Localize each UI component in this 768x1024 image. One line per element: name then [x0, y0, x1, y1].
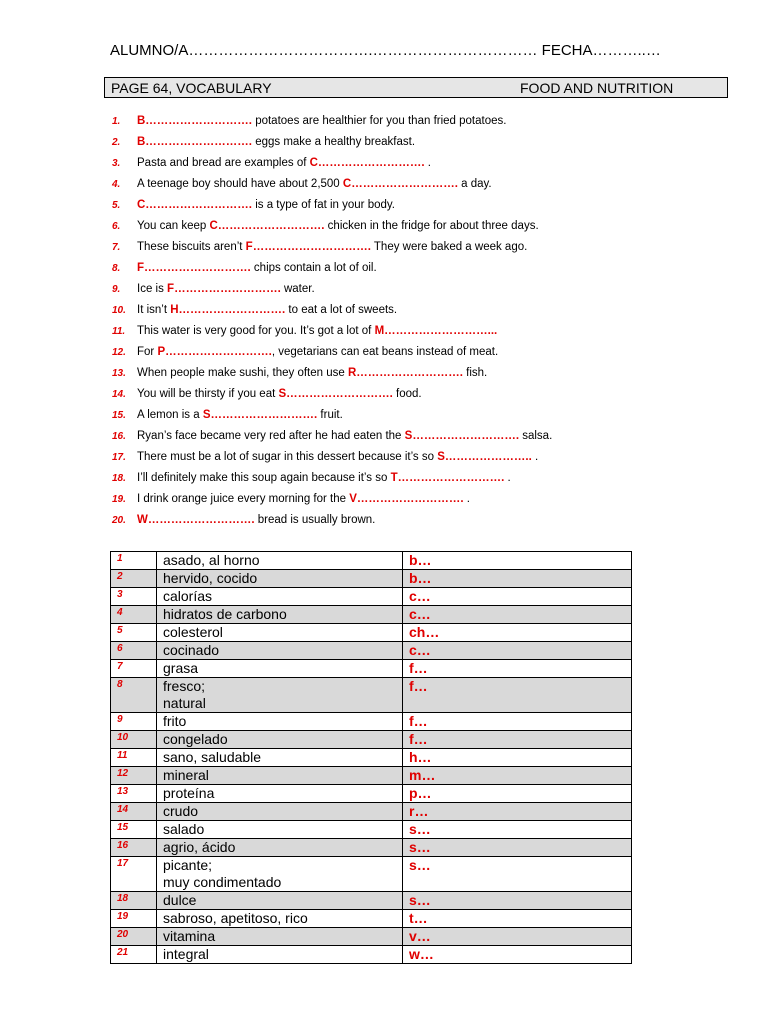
vocabulary-table — [110, 551, 632, 964]
english-hint: b… — [403, 570, 632, 588]
english-hint: c… — [403, 642, 632, 660]
row-number: 19 — [111, 910, 157, 928]
exercise-hint: B………………………. — [137, 115, 252, 127]
exercise-text-before: You can keep — [137, 220, 210, 232]
spanish-term: crudo — [157, 803, 403, 821]
exercise-hint: S………………………. — [202, 409, 318, 421]
table-row — [111, 910, 632, 928]
row-number: 6 — [111, 642, 157, 660]
spanish-term: mineral — [157, 767, 403, 785]
exercise-number: 11. — [112, 326, 126, 337]
english-hint: t… — [403, 910, 632, 928]
exercise-text-after: to eat a lot of sweets. — [285, 304, 398, 316]
exercise-text-after: . — [463, 493, 470, 505]
exercise-item — [112, 174, 732, 195]
exercise-hint: R………………………. — [347, 367, 463, 379]
spanish-term: sano, saludable — [157, 749, 403, 767]
exercise-text-before: I’ll definitely make this soup again because it’s so — [137, 472, 391, 484]
english-hint: ch… — [403, 624, 632, 642]
exercise-item — [112, 132, 732, 153]
row-number: 13 — [111, 785, 157, 803]
table-row — [111, 839, 632, 857]
exercise-text-after: eggs make a healthy breakfast. — [252, 136, 416, 148]
exercise-number: 17. — [112, 452, 126, 463]
exercise-item — [112, 384, 732, 405]
table-row — [111, 642, 632, 660]
exercise-text-before: For — [137, 346, 158, 358]
exercise-text-after: fish. — [462, 367, 488, 379]
exercise-text-before: Pasta and bread are examples of — [137, 157, 310, 169]
spanish-term: fresco; natural — [157, 678, 403, 713]
exercise-text-before: When people make sushi, they often use — [137, 367, 348, 379]
table-row — [111, 678, 632, 713]
exercise-number: 2. — [112, 137, 121, 148]
english-hint: f… — [403, 731, 632, 749]
page-title: PAGE 64, VOCABULARY — [111, 80, 272, 96]
topic-title: FOOD AND NUTRITION — [520, 80, 674, 96]
row-number: 18 — [111, 892, 157, 910]
spanish-term: salado — [157, 821, 403, 839]
exercise-item — [112, 237, 732, 258]
row-number: 3 — [111, 588, 157, 606]
exercise-hint: C………………………. — [209, 220, 325, 232]
row-number: 10 — [111, 731, 157, 749]
english-hint: f… — [403, 713, 632, 731]
exercise-text-after: fruit. — [317, 409, 343, 421]
table-row — [111, 785, 632, 803]
table-row — [111, 570, 632, 588]
row-number: 1 — [111, 552, 157, 570]
exercise-number: 14. — [112, 389, 126, 400]
exercise-list — [112, 111, 732, 531]
exercise-item — [112, 111, 732, 132]
table-row — [111, 731, 632, 749]
exercise-text-after: , vegetarians can eat beans instead of meat. — [271, 346, 499, 358]
spanish-term: cocinado — [157, 642, 403, 660]
exercise-hint: C………………………. — [342, 178, 458, 190]
exercise-number: 3. — [112, 158, 121, 169]
english-hint: b… — [403, 552, 632, 570]
exercise-hint: V………………………. — [349, 493, 464, 505]
exercise-item — [112, 300, 732, 321]
exercise-item — [112, 153, 732, 174]
exercise-text-after: salsa. — [519, 430, 553, 442]
exercise-number: 19. — [112, 494, 126, 505]
table-row — [111, 660, 632, 678]
exercise-hint: H………………………. — [170, 304, 286, 316]
exercise-text-before: You will be thirsty if you eat — [137, 388, 279, 400]
exercise-text-before: Ice is — [137, 283, 168, 295]
english-hint: h… — [403, 749, 632, 767]
exercise-number: 12. — [112, 347, 126, 358]
spanish-term: picante; muy condimentado — [157, 857, 403, 892]
exercise-text-before: There must be a lot of sugar in this dessert because it’s so — [137, 451, 438, 463]
table-row — [111, 892, 632, 910]
exercise-number: 16. — [112, 431, 126, 442]
student-date-line: ALUMNO/A……………………………….…………………………… FECHA………..… — [110, 42, 661, 59]
exercise-hint: M………………………... — [374, 325, 498, 337]
exercise-text-after: . — [504, 472, 511, 484]
spanish-term: colesterol — [157, 624, 403, 642]
english-hint: s… — [403, 839, 632, 857]
table-row — [111, 928, 632, 946]
exercise-item — [112, 195, 732, 216]
exercise-hint: F…………………………. — [245, 241, 371, 253]
english-hint: s… — [403, 892, 632, 910]
exercise-number: 20. — [112, 515, 126, 526]
spanish-term: agrio, ácido — [157, 839, 403, 857]
exercise-text-before: It isn’t — [137, 304, 171, 316]
exercise-item — [112, 468, 732, 489]
exercise-text-before: Ryan’s face became very red after he had eaten the — [137, 430, 405, 442]
exercise-item — [112, 405, 732, 426]
english-hint: f… — [403, 678, 632, 713]
row-number: 2 — [111, 570, 157, 588]
exercise-item — [112, 426, 732, 447]
exercise-number: 13. — [112, 368, 126, 379]
spanish-term: congelado — [157, 731, 403, 749]
table-row — [111, 552, 632, 570]
exercise-text-after: potatoes are healthier for you than fried potatoes. — [252, 115, 507, 127]
exercise-hint: P………………………. — [157, 346, 272, 358]
spanish-term: hidratos de carbono — [157, 606, 403, 624]
english-hint: v… — [403, 928, 632, 946]
spanish-term: vitamina — [157, 928, 403, 946]
exercise-hint: S………………………. — [278, 388, 393, 400]
row-number: 7 — [111, 660, 157, 678]
exercise-text-before: A teenage boy should have about 2,500 — [137, 178, 343, 190]
exercise-text-after: a day. — [457, 178, 492, 190]
exercise-hint: F………………………. — [137, 262, 251, 274]
spanish-term: proteína — [157, 785, 403, 803]
row-number: 11 — [111, 749, 157, 767]
exercise-text-after: water. — [280, 283, 315, 295]
english-hint: w… — [403, 946, 632, 964]
english-hint: m… — [403, 767, 632, 785]
exercise-text-after: . — [424, 157, 431, 169]
table-row — [111, 588, 632, 606]
row-number: 16 — [111, 839, 157, 857]
exercise-text-after: chicken in the fridge for about three days. — [324, 220, 539, 232]
exercise-number: 5. — [112, 200, 121, 211]
row-number: 20 — [111, 928, 157, 946]
english-hint: c… — [403, 606, 632, 624]
exercise-item — [112, 342, 732, 363]
exercise-number: 4. — [112, 179, 121, 190]
english-hint: c… — [403, 588, 632, 606]
row-number: 21 — [111, 946, 157, 964]
english-hint: s… — [403, 857, 632, 892]
table-row — [111, 821, 632, 839]
exercise-hint: S………………….. — [437, 451, 532, 463]
exercise-number: 9. — [112, 284, 121, 295]
exercise-hint: F………………………. — [167, 283, 281, 295]
table-row — [111, 946, 632, 964]
spanish-term: frito — [157, 713, 403, 731]
exercise-hint: C………………………. — [309, 157, 425, 169]
exercise-text-after: chips contain a lot of oil. — [250, 262, 377, 274]
exercise-text-after: They were baked a week ago. — [370, 241, 528, 253]
exercise-hint: W………………………. — [137, 514, 255, 526]
exercise-number: 18. — [112, 473, 126, 484]
exercise-number: 8. — [112, 263, 121, 274]
table-row — [111, 606, 632, 624]
row-number: 15 — [111, 821, 157, 839]
spanish-term: hervido, cocido — [157, 570, 403, 588]
spanish-term: calorías — [157, 588, 403, 606]
exercise-item — [112, 258, 732, 279]
table-row — [111, 749, 632, 767]
table-row — [111, 713, 632, 731]
english-hint: r… — [403, 803, 632, 821]
exercise-text-before: These biscuits aren’t — [137, 241, 246, 253]
exercise-hint: B………………………. — [137, 136, 252, 148]
table-row — [111, 803, 632, 821]
exercise-item — [112, 489, 732, 510]
row-number: 9 — [111, 713, 157, 731]
exercise-text-after: food. — [392, 388, 422, 400]
table-row — [111, 624, 632, 642]
row-number: 4 — [111, 606, 157, 624]
exercise-text-after: . — [531, 451, 539, 463]
exercise-item — [112, 363, 732, 384]
exercise-hint: C………………………. — [137, 199, 252, 211]
exercise-item — [112, 321, 732, 342]
exercise-text-before: I drink orange juice every morning for the — [137, 493, 350, 505]
english-hint: s… — [403, 821, 632, 839]
exercise-item — [112, 216, 732, 237]
exercise-number: 15. — [112, 410, 126, 421]
spanish-term: dulce — [157, 892, 403, 910]
spanish-term: sabroso, apetitoso, rico — [157, 910, 403, 928]
row-number: 8 — [111, 678, 157, 713]
table-row — [111, 857, 632, 892]
exercise-number: 1. — [112, 116, 121, 127]
exercise-hint: S………………………. — [404, 430, 520, 442]
page-title-bar — [104, 77, 728, 98]
spanish-term: integral — [157, 946, 403, 964]
row-number: 5 — [111, 624, 157, 642]
spanish-term: asado, al horno — [157, 552, 403, 570]
english-hint: p… — [403, 785, 632, 803]
exercise-hint: T………………………. — [390, 472, 505, 484]
english-hint: f… — [403, 660, 632, 678]
exercise-text-before: This water is very good for you. It’s got a lot of — [137, 325, 375, 337]
exercise-text-after: is a type of fat in your body. — [252, 199, 395, 211]
exercise-number: 6. — [112, 221, 121, 232]
exercise-text-before: A lemon is a — [137, 409, 203, 421]
exercise-number: 10. — [112, 305, 126, 316]
exercise-item — [112, 510, 732, 531]
exercise-text-after: bread is usually brown. — [254, 514, 376, 526]
table-row — [111, 767, 632, 785]
row-number: 12 — [111, 767, 157, 785]
row-number: 17 — [111, 857, 157, 892]
spanish-term: grasa — [157, 660, 403, 678]
exercise-item — [112, 279, 732, 300]
exercise-number: 7. — [112, 242, 121, 253]
row-number: 14 — [111, 803, 157, 821]
exercise-item — [112, 447, 732, 468]
